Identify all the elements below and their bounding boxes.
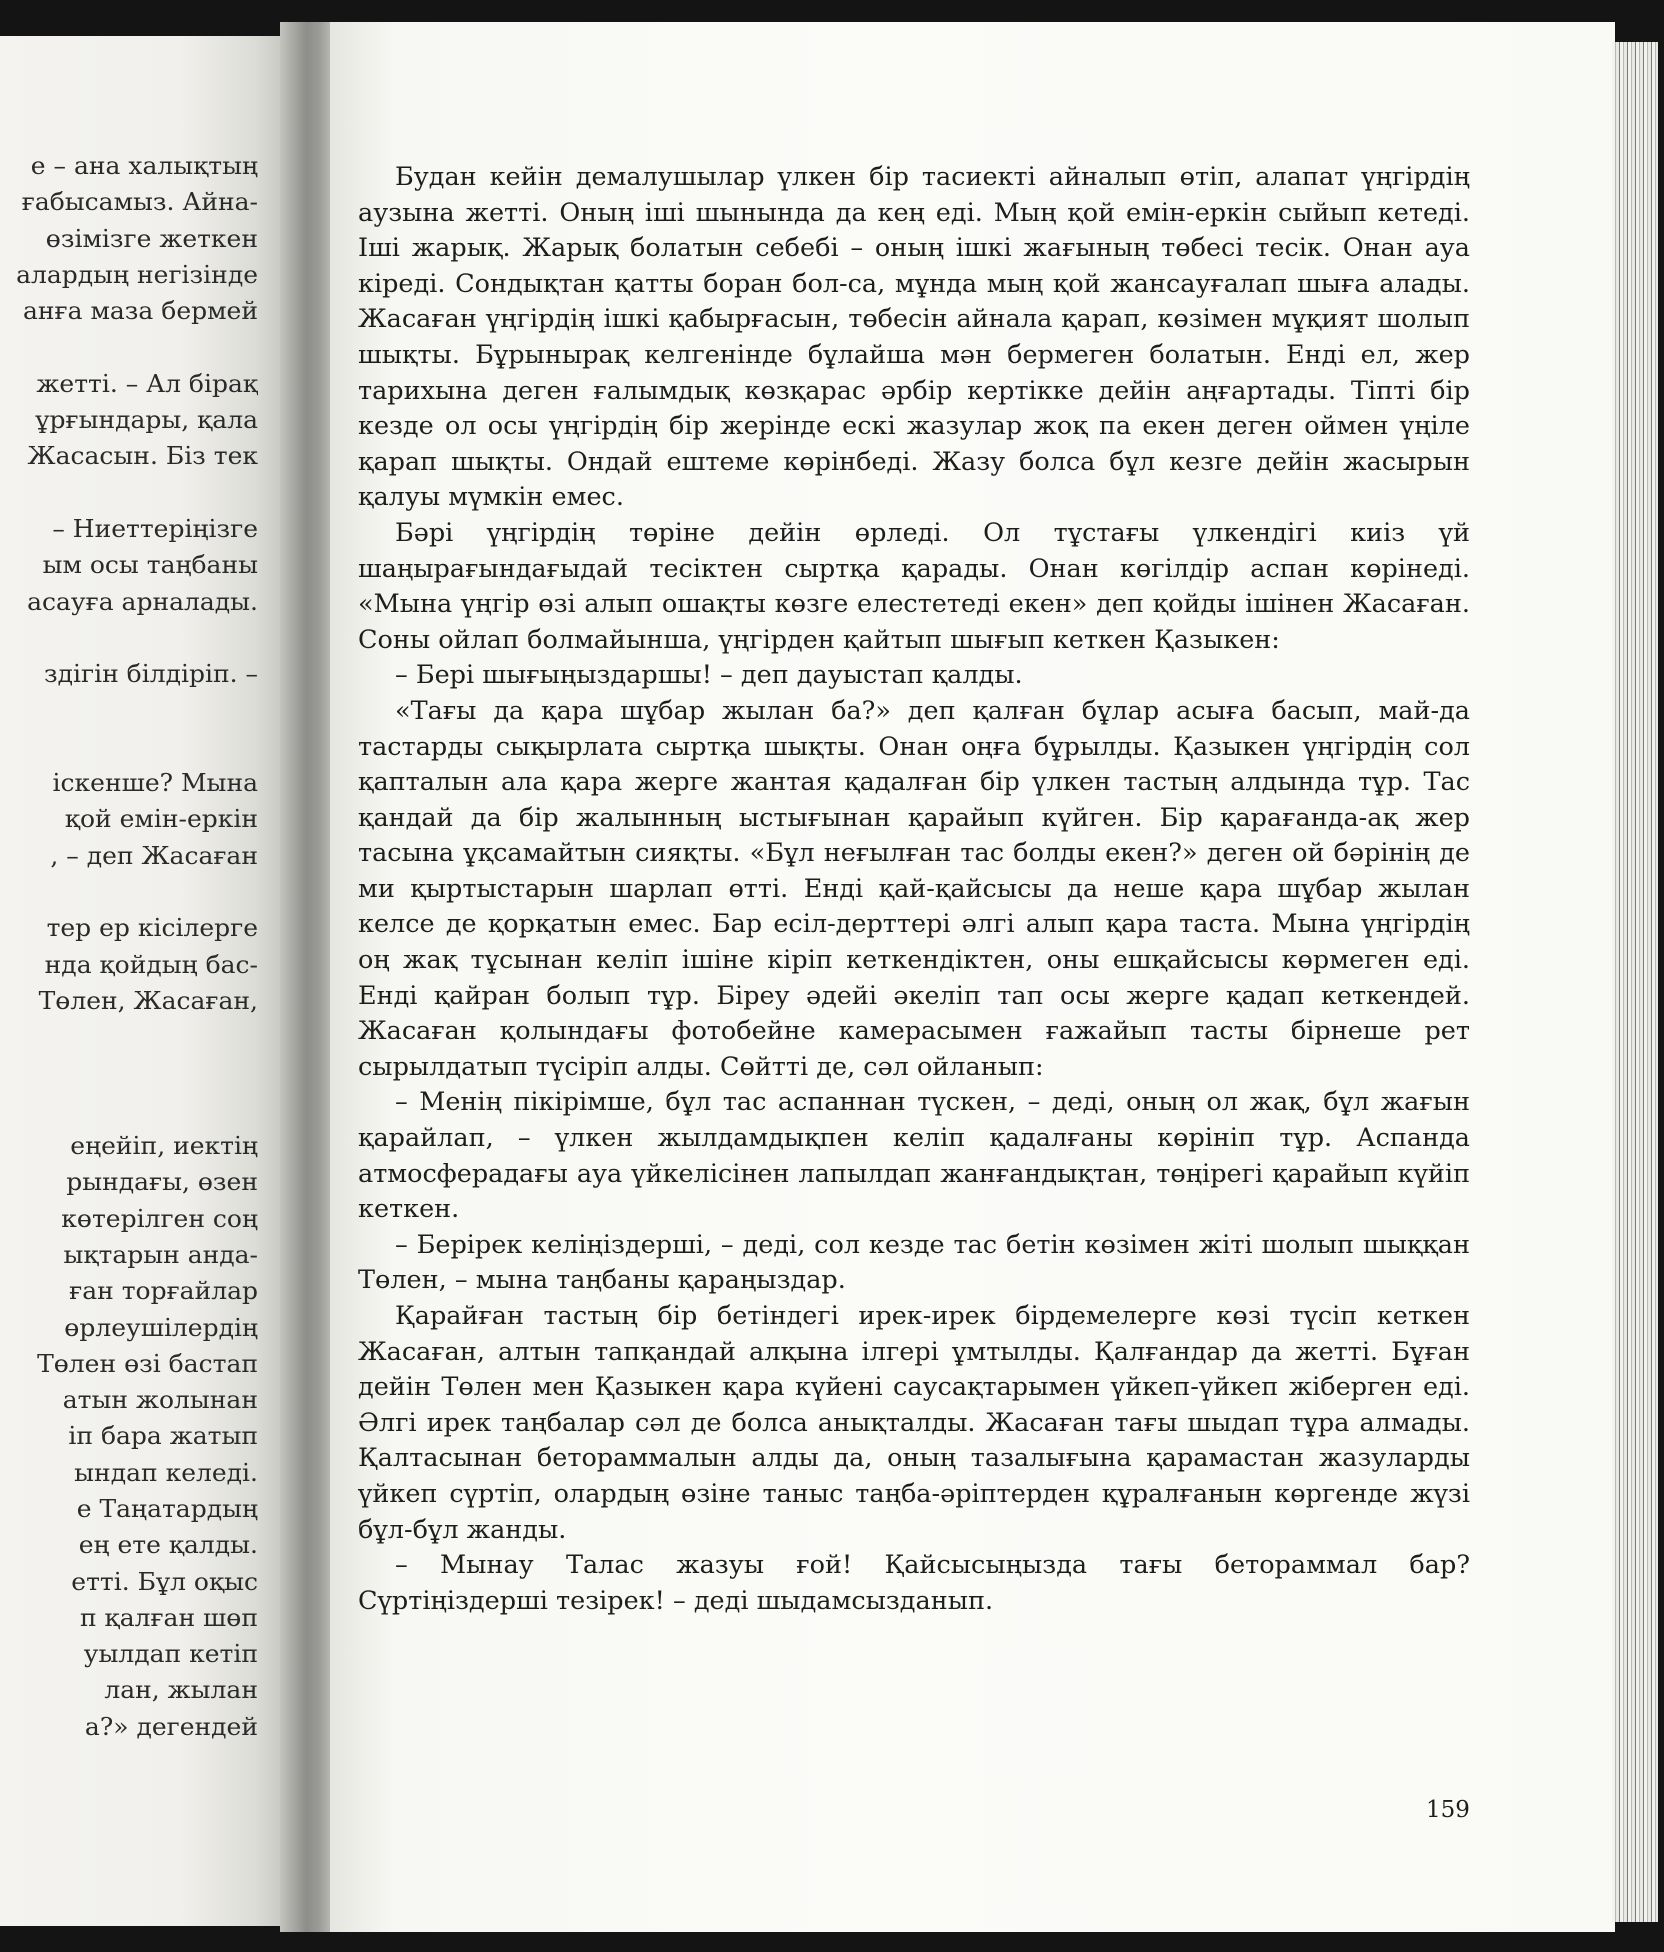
left-page [0,36,300,1926]
paragraph: – Берірек келіңіздерші, – деді, сол кезде тас бетін көзімен жіті шолып шыққан Төлен, – мына таңбаны қараңыздар. [358,1229,1470,1296]
left-page-line: асауға арналады. [27,586,258,616]
left-page-line: ым осы таңбаны [42,550,258,580]
left-page-line [0,692,258,728]
left-page-line: алардың негізінде [16,259,258,289]
left-page-line: етті. Бұл оқыс [71,1566,258,1596]
left-page-line [0,329,258,365]
paragraph: Қарайған тастың бір бетіндегі ирек-ирек бірдемелерге көзі түсіп кеткен Жасаған, алтын тапқандай алқына ілгері ұмтылды. Қалғандар да жетті. Бұған дейін Төлен мен Қазыкен қара күйені саусақтарымен үйкеп-үйкеп жіберген еді. Әлгі ирек таңбалар сәл де болса анықталды. Жасаған тағы шыдап тұра алмады. Қалтасынан бетораммалын алды да, оның тазалығына қарамастан жазуларды үйкеп сүртіп, олардың өзіне таныс таңба-әріптерден құралғанын көргенде жүзі бұл-бұл жанды. [358,1301,1470,1545]
book-spread [0,22,1664,1932]
left-page-line [0,475,258,511]
left-page-line: Жасасын. Біз тек [27,441,258,471]
left-page-line [0,874,258,910]
paragraph: – Мынау Талас жазуы ғой! Қайсысыңызда тағы бетораммал бар? Сүртіңіздерші тезірек! – деді шыдамсызданып. [358,1550,1470,1616]
left-page-line: уылдап кетіп [83,1639,258,1669]
left-page-line: е Таңатардың [76,1493,258,1523]
left-page-line: ған торғайлар [69,1276,258,1306]
left-page-line: тер ер кісілерге [46,913,258,943]
paragraph: – Бері шығыңыздаршы! – деп дауыстап қалды. [395,660,1023,691]
left-page-line: ықтарын анда- [63,1239,258,1269]
left-page-line: е – ана халықтың [30,151,258,180]
left-page-line: ең ете қалды. [78,1530,258,1560]
left-page-line: еңейіп, иектің [70,1131,258,1161]
left-page-line: көтерілген соң [61,1203,258,1233]
left-page-line: іп бара жатып [68,1421,258,1451]
left-page-text [0,148,258,1745]
left-page-line: ғабысамыз. Айна- [21,187,258,217]
paragraph: «Тағы да қара шұбар жылан ба?» деп қалған бұлар асыға басып, май-да тастарды сықырлата сыртқа шықты. Онан оңға бұрылды. Қазыкен үңгірдің сол қапталын ала қара жерге жантая қадалған бір үлкен тастың алдында тұр. Тас қандай да бір жалынның ыстығынан қарайып күйген. Бір қарағанда-ақ жер тасына ұқсамайтын сияқты. «Бұл неғылған тас болды екен?» деген ой бәрінің де ми қыртыстарын шарлап өтті. Енді қай-қайсысы да неше қара шұбар жылан келсе де қорқатын емес. Бар есіл-дерттері әлгі алып қара таста. Мына үңгірдің оң жақ тұсынан келіп ішіне кіріп кеткендіктен, оны ешқайсысы көрмеген еді. Енді қайран болып тұр. Біреу әдейі әкеліп тап осы жерге қадап кеткендей. Жасаған қолындағы фотобейне камерасымен ғажайып тасты бірнеше рет сырылдатып түсіріп алды. Сөйтті де, сәл ойланып: [358,695,1470,1082]
left-page-line: лан, жылан [104,1675,258,1705]
paragraph: – Менің пікірімше, бұл тас аспаннан түскен, – деді, оның ол жақ, бұл жағын қарайлап, – үлкен жылдамдықпен келіп қадалғаны көрініп тұр. Аспанда атмосферадағы ауа үйкелісінен лапылдап жанғандықтан, төңірегі қарайып күйіп кеткен. [358,1087,1470,1225]
left-page-line: өзімізге жеткен [45,223,258,253]
page-edges [1612,42,1658,1922]
left-page-line [0,729,258,765]
left-page-line [0,1092,258,1128]
left-page-line: – Ниеттеріңізге [52,513,258,543]
right-page-text [358,160,1470,1619]
left-page-line: анға маза бермей [22,296,258,326]
left-page-line: Төлен өзі бастап [37,1348,258,1378]
left-page-line: ұрғындары, қала [35,405,258,435]
left-page-line: жетті. – Ал бірақ [36,368,258,398]
left-page-line: п қалған шөп [79,1602,258,1632]
left-page-line: ындап келеді. [74,1457,258,1487]
left-page-line: нда қойдың бас- [44,949,258,979]
paragraph: Будан кейін демалушылар үлкен бір тасиекті айналып өтіп, алапат үңгірдің аузына жетті. Оның іші шынында да кең еді. Мың қой емін-еркін сыйып кетеді. Іші жарық. Жарық болатын себебі – оның ішкі жағының төбесі тесік. Онан ауа кіреді. Сондықтан қатты боран бол-са, мұнда мың қой жансауғалап шыға алады. Жасаған үңгірдің ішкі қабырғасын, төбесін айнала қарап, көзімен мұқият шолып шықты. Бұрынырақ келгенінде бұлайша мән бермеген болатын. Енді ел, жер тарихына деген ғалымдық көзқарас әрбір кертікке дейін аңғартады. Тіпті бір кезде ол осы үңгірдің бір жерінде ескі жазулар жоқ па екен деген оймен үңіле қарап шықты. Ондай ештеме көрінбеді. Жазу болса бұл кезге дейін жасырын қалуы мүмкін емес. [358,162,1470,513]
page-number: 159 [1426,1797,1470,1823]
left-page-line [0,1055,258,1091]
paragraph: Бәрі үңгірдің төріне дейін өрледі. Ол тұстағы үлкендігі киіз үй шаңырағындағыдай тесіктен сыртқа қарады. Онан көгілдір аспан көрінеді. «Мына үңгір өзі алып ошақты көзге елестетеді екен» деп қойды ішінен Жасаған. Соны ойлап болмайынша, үңгірден қайтып шығып кеткен Қазыкен: [358,517,1470,655]
left-page-line [0,620,258,656]
left-page-line: рындағы, өзен [66,1167,258,1197]
left-page-line: Төлен, Жасаған, [38,985,258,1015]
left-page-line: , – деп Жасаған [50,840,258,870]
left-page-line: іскенше? Мына [52,768,258,798]
left-page-line [0,1019,258,1055]
left-page-line: здігін білдіріп. – [43,659,258,689]
left-page-line: қой емін-еркін [64,804,258,834]
left-page-line: а?» дегендей [84,1711,258,1741]
left-page-line: өрлеушілердің [64,1312,258,1342]
left-page-line: атын жолынан [62,1385,258,1415]
